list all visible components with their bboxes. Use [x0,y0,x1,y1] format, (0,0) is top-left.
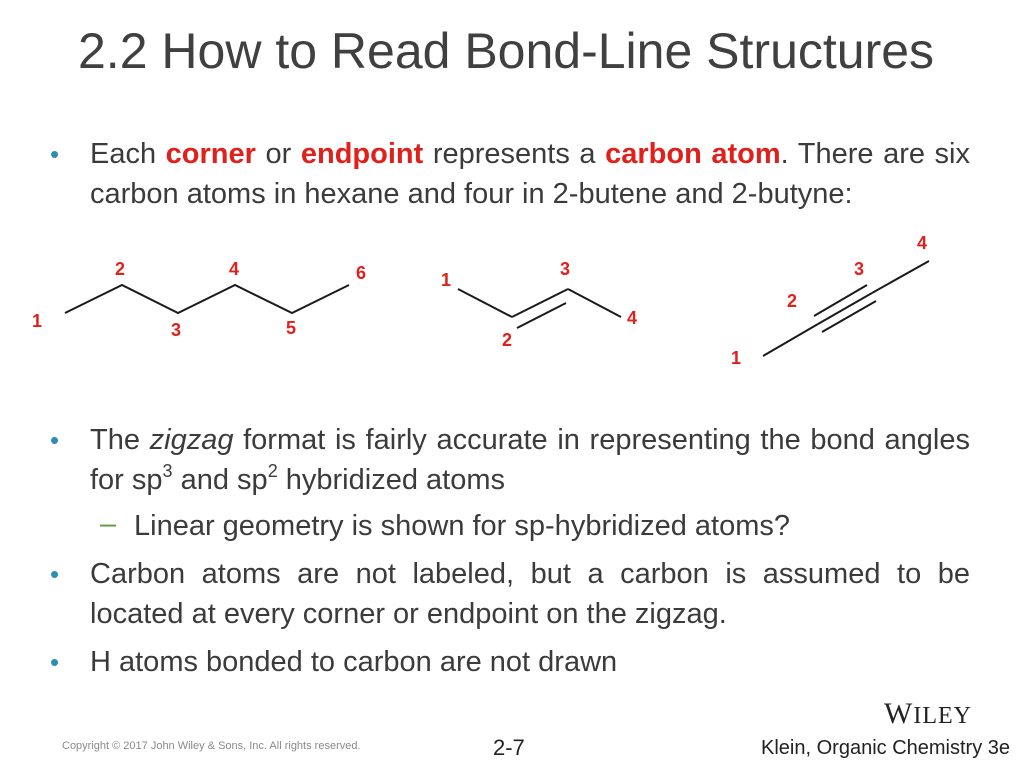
hexane-label-4: 4 [229,259,240,279]
bullet-zigzag: • The zigzag format is fairly accurate in representing the bond angles for $sp^3$ and $sp^2$ hybridized atoms [50,420,970,500]
butene-label-4: 4 [627,308,638,328]
hexane-labels [32,259,366,340]
highlight-corner: corner [165,138,256,170]
hexane-label-6: 6 [356,263,367,283]
bullet-dot-icon: • [50,425,60,455]
bullet-list-bottom [50,420,970,682]
page-number: 2-7 [493,735,525,760]
slide-title: 2.2 How to Read Bond-Line Structures [78,23,935,79]
butyne-label-2: 2 [787,291,798,311]
dash-icon: – [100,508,117,540]
highlight-carbon-atom: carbon atom [605,138,781,170]
hexane-label-5: 5 [286,318,297,338]
copyright-text: Copyright © 2017 John Wiley & Sons, Inc. All rights reserved. [62,740,361,752]
wiley-logo: WILEY [884,697,972,730]
bullet-dot-icon: • [50,559,60,589]
hexane-label-3: 3 [171,320,182,340]
bullet-dot-icon: • [50,139,60,169]
butyne-labels [731,233,927,368]
butene-label-3: 3 [560,259,571,279]
bullet-carbon-labels: • Carbon atoms are not labeled, but a carbon is assumed to be located at every corner or endpoint on the zigzag. [50,554,970,634]
butyne-label-3: 3 [854,259,865,279]
bullet-dot-icon: • [50,647,60,677]
bullet-corner-endpoint: • Each corner or endpoint represents a carbon atom. There are six carbon atoms in hexane and four in 2-butene and 2-butyne: [50,134,970,214]
highlight-endpoint: endpoint [300,138,424,170]
emphasis-zigzag: zigzag [149,424,234,456]
butyne-label-1: 1 [731,348,742,368]
hexane-structure [65,285,349,313]
butene-label-1: 1 [441,270,452,290]
hexane-label-1: 1 [32,311,43,331]
butyne-label-4: 4 [917,233,928,253]
hexane-label-2: 2 [115,259,126,279]
butene-structure [458,289,621,328]
sub-bullet-linear: – Linear geometry is shown for sp-hybridized atoms? [50,506,970,546]
book-reference: Klein, Organic Chemistry 3e [761,737,1010,759]
butene-label-2: 2 [502,330,513,350]
bullet-h-atoms: • H atoms bonded to carbon are not drawn [50,642,970,682]
